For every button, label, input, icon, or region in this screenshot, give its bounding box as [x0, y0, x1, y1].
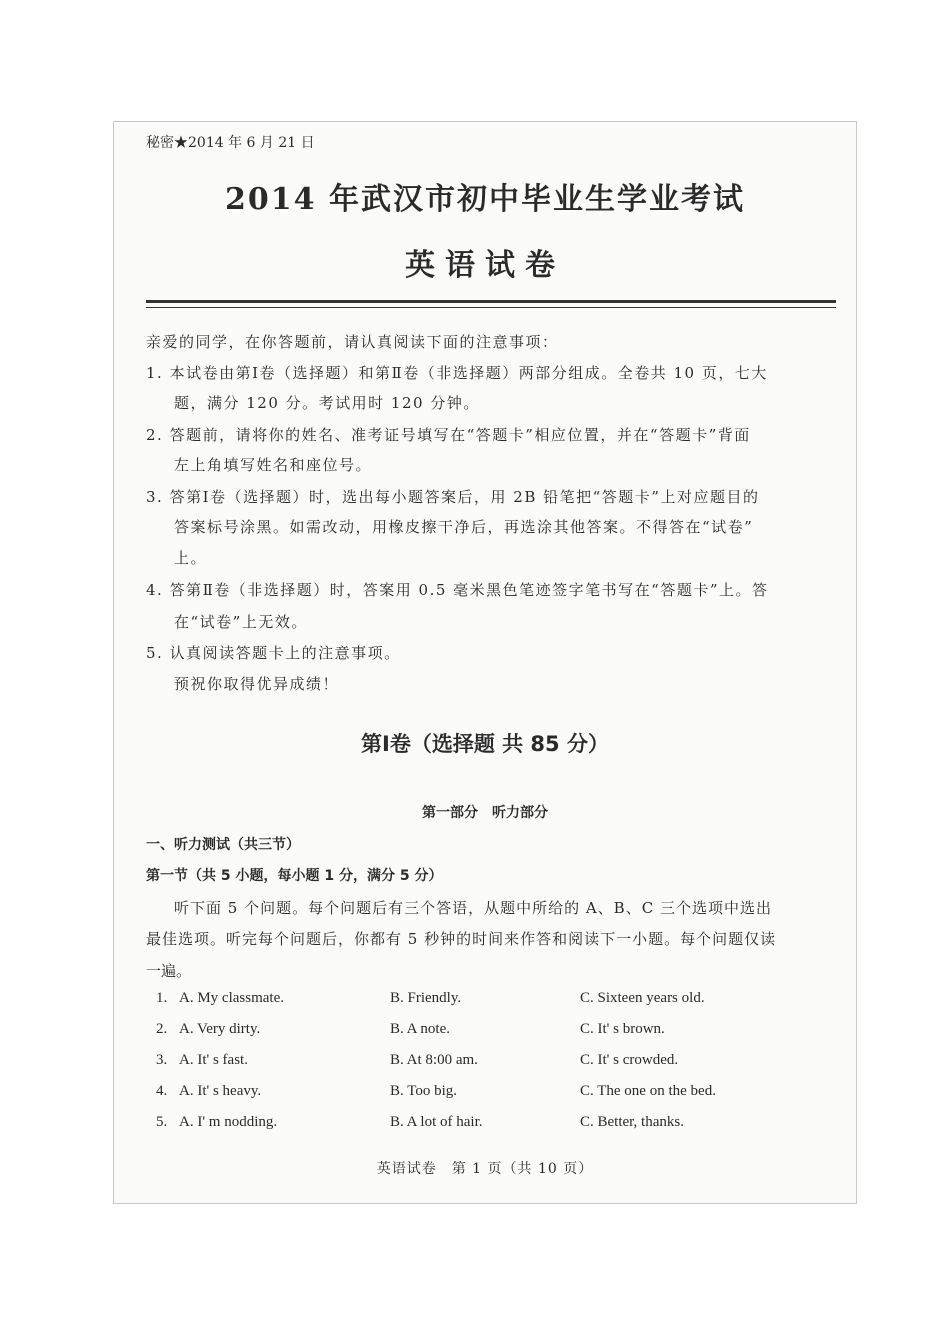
subsection-heading: 第一节（共 5 小题，每小题 1 分，满分 5 分）	[146, 868, 443, 884]
notice-item-4: 4. 答第Ⅱ卷（非选择题）时，答案用 0.5 毫米黑色笔迹签字笔书写在“答题卡”上。答	[146, 581, 769, 599]
notice-item-5: 5. 认真阅读答题卡上的注意事项。	[146, 644, 401, 662]
part-subtitle: 第一部分 听力部分	[422, 805, 548, 821]
option-a: A. Very dirty.	[179, 1021, 261, 1037]
title-divider-thin	[146, 307, 836, 308]
notice-intro: 亲爱的同学，在你答题前，请认真阅读下面的注意事项：	[146, 333, 559, 351]
option-b: B. A lot of hair.	[390, 1114, 483, 1130]
question-number: 2.	[156, 1021, 168, 1037]
question-number: 5.	[156, 1114, 168, 1130]
notice-item-1-cont: 题，满分 120 分。考试用时 120 分钟。	[174, 394, 480, 412]
question-number: 3.	[156, 1052, 168, 1068]
notice-item-1: 1. 本试卷由第Ⅰ卷（选择题）和第Ⅱ卷（非选择题）两部分组成。全卷共 10 页，七大	[146, 364, 768, 382]
option-c: C. The one on the bed.	[580, 1083, 716, 1099]
option-b: B. Friendly.	[390, 990, 462, 1006]
secret-date-label: 秘密★2014 年 6 月 21 日	[146, 135, 315, 151]
option-b: B. At 8:00 am.	[390, 1052, 478, 1068]
option-c: C. Better, thanks.	[580, 1114, 684, 1130]
notice-item-4-cont: 在“试卷”上无效。	[174, 613, 308, 631]
exam-subject-title: 英语试卷	[405, 248, 565, 283]
part-title: 第Ⅰ卷（选择题 共 85 分）	[361, 732, 609, 756]
notice-item-2: 2. 答题前，请将你的姓名、准考证号填写在“答题卡”相应位置，并在“答题卡”背面	[146, 426, 751, 444]
question-number: 4.	[156, 1083, 168, 1099]
exam-title: 2014 年武汉市初中毕业生学业考试	[225, 182, 745, 217]
option-a: A. My classmate.	[179, 990, 284, 1006]
notice-item-3-cont: 答案标号涂黑。如需改动，用橡皮擦干净后，再选涂其他答案。不得答在“试卷”	[174, 518, 754, 536]
option-a: A. It' s fast.	[179, 1052, 248, 1068]
instruction-line-2: 最佳选项。听完每个问题后，你都有 5 秒钟的时间来作答和阅读下一小题。每个问题仅读	[146, 930, 777, 948]
title-divider-thick	[146, 300, 836, 303]
option-b: B. A note.	[390, 1021, 451, 1037]
exam-page	[113, 121, 857, 1204]
option-a: A. I' m nodding.	[179, 1114, 278, 1130]
instruction-line-3: 一遍。	[146, 962, 192, 980]
option-a: A. It' s heavy.	[179, 1083, 262, 1099]
option-c: C. Sixteen years old.	[580, 990, 705, 1006]
notice-wish: 预祝你取得优异成绩！	[174, 675, 340, 693]
section-heading: 一、听力测试（共三节）	[146, 837, 300, 853]
question-number: 1.	[156, 990, 168, 1006]
notice-item-3-end: 上。	[174, 549, 208, 567]
notice-item-2-cont: 左上角填写姓名和座位号。	[174, 456, 373, 474]
instruction-line-1: 听下面 5 个问题。每个问题后有三个答语，从题中所给的 A、B、C 三个选项中选出	[174, 899, 772, 917]
option-b: B. Too big.	[390, 1083, 458, 1099]
notice-item-3: 3. 答第Ⅰ卷（选择题）时，选出每小题答案后，用 2B 铅笔把“答题卡”上对应题目的	[146, 488, 760, 506]
option-c: C. It' s crowded.	[580, 1052, 679, 1068]
option-c: C. It' s brown.	[580, 1021, 665, 1037]
page-footer: 英语试卷 第 1 页（共 10 页）	[376, 1161, 594, 1177]
